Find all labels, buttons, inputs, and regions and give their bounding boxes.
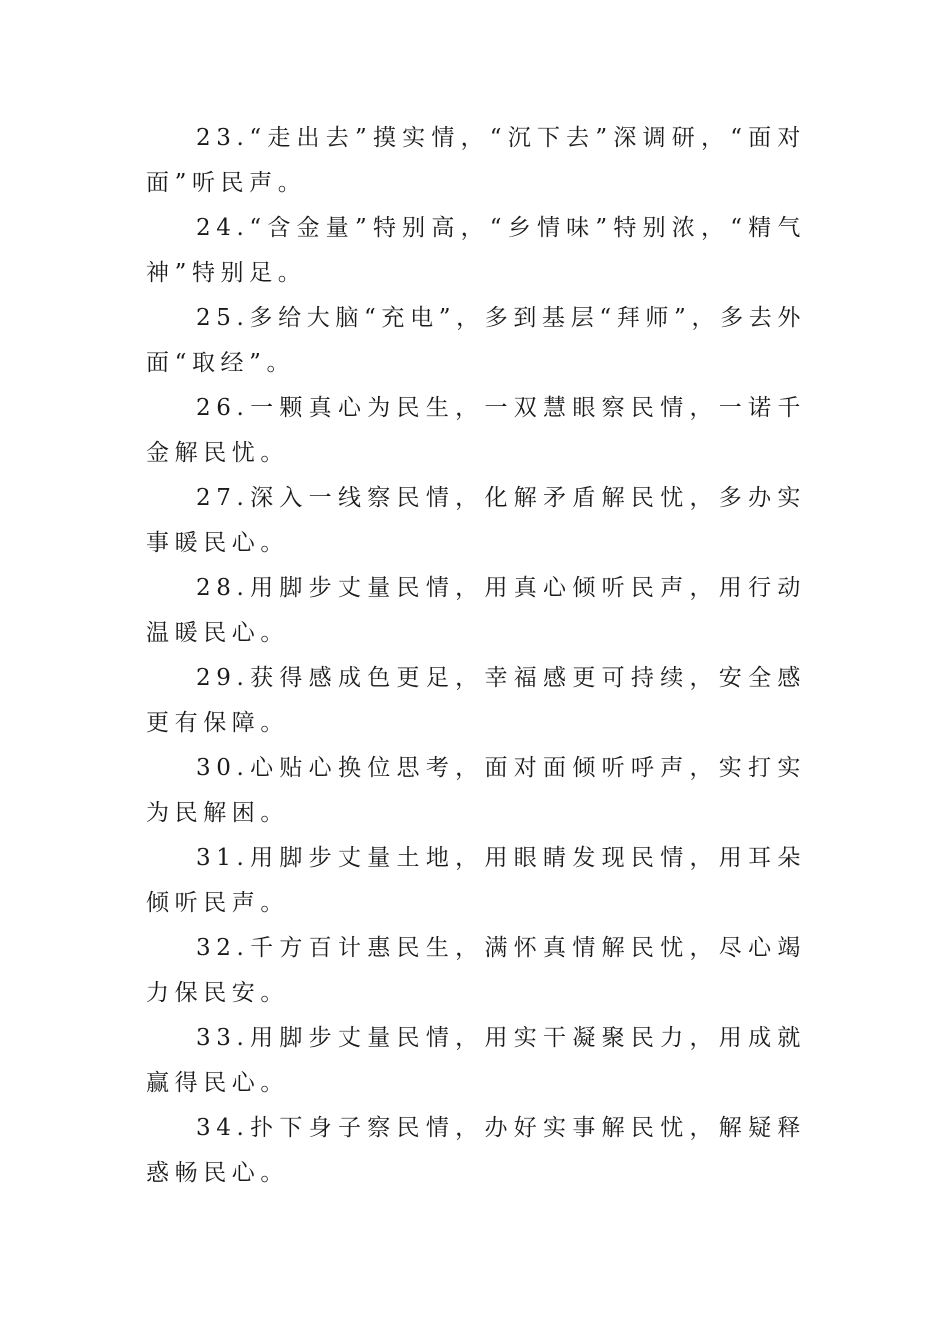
list-item: 32.千方百计惠民生，满怀真情解民忧，尽心竭力保民安。 [146, 935, 806, 1006]
list-item: 29.获得感成色更足，幸福感更可持续，安全感更有保障。 [146, 665, 806, 736]
list-item: 23.“走出去”摸实情，“沉下去”深调研，“面对面”听民声。 [146, 125, 806, 196]
list-item: 27.深入一线察民情，化解矛盾解民忧，多办实事暖民心。 [146, 485, 806, 556]
list-item: 31.用脚步丈量土地，用眼睛发现民情，用耳朵倾听民声。 [146, 845, 806, 916]
list-item: 28.用脚步丈量民情，用真心倾听民声，用行动温暖民心。 [146, 575, 806, 646]
document-body [146, 116, 806, 1196]
list-item: 33.用脚步丈量民情，用实干凝聚民力，用成就赢得民心。 [146, 1025, 806, 1096]
list-item: 24.“含金量”特别高，“乡情味”特别浓，“精气神”特别足。 [146, 215, 806, 286]
list-item: 34.扑下身子察民情，办好实事解民忧，解疑释惑畅民心。 [146, 1115, 806, 1186]
list-item: 26.一颗真心为民生，一双慧眼察民情，一诺千金解民忧。 [146, 395, 806, 466]
list-item: 25.多给大脑“充电”，多到基层“拜师”，多去外面“取经”。 [146, 305, 806, 376]
list-item: 30.心贴心换位思考，面对面倾听呼声，实打实为民解困。 [146, 755, 806, 826]
